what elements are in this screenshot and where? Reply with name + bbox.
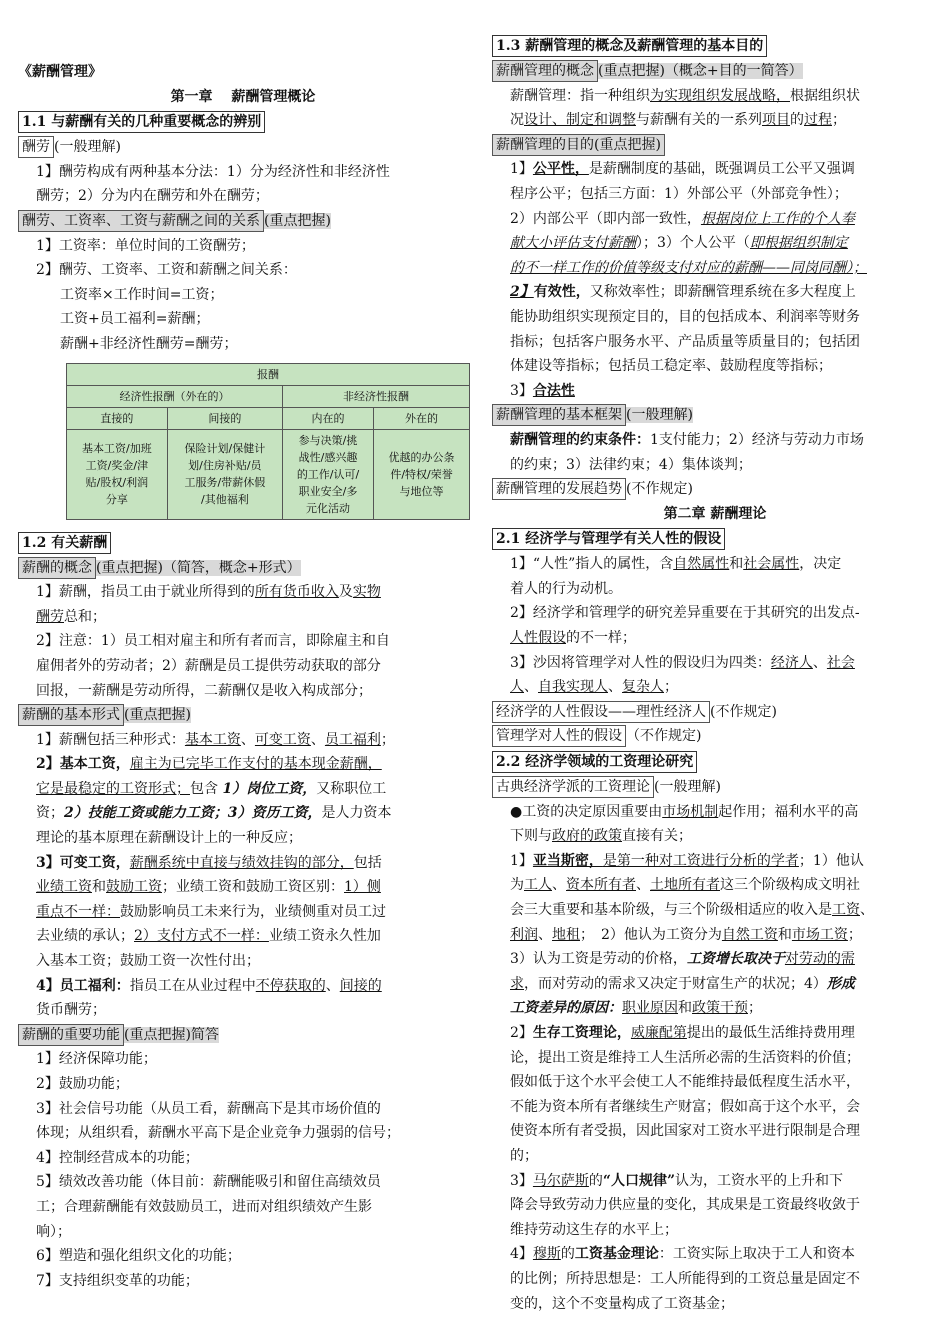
para-line: 1】酬劳构成有两种基本分法：1）分为经济性和非经济性 [36,163,390,180]
para-line: 雇佣者外的劳动者；2）薪酬是员工提供劳动获取的部分 [36,657,381,674]
para-line: 1】薪酬，指员工由于就业所得到的所有货币收入及实物 [36,584,381,601]
para-line: 资；2）技能工资或能力工资；3）资历工资，是人力资本 [36,805,392,822]
para-line: 2】有效性，又称效率性；即薪酬管理系统在多大程度上 [510,284,856,301]
para-line: 2】酬劳、工资率、工资和薪酬之间关系： [36,262,297,279]
trend-note: (不作规定) [626,481,693,498]
list-item: 工；合理薪酬能有效鼓励员工，进而对组织绩效产生影 [36,1198,372,1215]
list-item: 6】塑造和强化组织文化的功能； [36,1248,241,1265]
para-line: 3】沙因将管理学对人性的假设归为四类：经济人、社会 [510,654,855,671]
para-line: 1】公平性，是薪酬制度的基础，既强调员工公平又强调 [510,161,855,178]
para-line: 理论的基本原理在薪酬设计上的一种反应； [36,830,302,847]
formula-line: 工资+员工福利=薪酬； [60,311,210,328]
relation-label: 酬劳、工资率、工资与薪酬之间的关系 [18,210,264,232]
para-line: 能协助组织实现预定目的，目的包括成本、利润率等财务 [510,308,860,325]
section-1-1-heading: 1.1 与薪酬有关的几种重要概念的辨别 [18,111,265,133]
section-2-2-heading: 2.2 经济学领域的工资理论研究 [492,751,697,773]
para-line: 2）内部公平（即内部一致性，根据岗位上工作的个人奉 [510,210,855,227]
list-item: 1】经济保障功能； [36,1051,157,1068]
para-line: 求，而对劳动的需求又决定于财富生产的状况；4）形成 [510,975,855,992]
para-line: 回报，一薪酬是劳动所得，二薪酬仅是收入构成部分； [36,682,372,699]
para-line: 去业绩的承认；2）支付方式不一样：业绩工资永久性加 [36,928,381,945]
para-line: 献大小评估支付薪酬）；3）个人公平（即根据组织制定 [510,235,848,252]
para-line: 使资本所有者受损，因此国家对工资水平进行限制是合理 [510,1123,860,1140]
para-line: 1】工资率：单位时间的工资酬劳； [36,237,255,254]
para-line: 酬劳总和； [36,608,106,625]
table-cell: 参与决策/挑 战性/感兴趣 的工作/认可/ 职业安全/多 元化活动 [282,429,373,519]
mgmt-concept-note: (重点把握)（概念+目的一简答） [598,63,803,79]
econ-hypothesis-label: 经济学的人性假设——理性经济人 [492,701,710,723]
para-line: 2】经济学和管理学的研究差异重要在于其研究的出发点- [510,605,860,622]
para-line: 工资差异的原因：职业原因和政策干预； [510,1000,762,1017]
table-header: 报酬 [67,363,470,385]
right-column [492,33,938,1316]
para-line: 人性假设的不一样； [510,630,636,647]
table-group-economic: 经济性报酬（外在的） [67,385,283,407]
trend-label: 薪酬管理的发展趋势 [492,478,626,500]
para-line: 不能为资本所有者继续生产财富；假如高于这个水平，会 [510,1098,860,1115]
list-item: 4】控制经营成本的功能； [36,1149,199,1166]
list-item: 体现；从组织看，薪酬水平高下是企业竞争力强弱的信号； [36,1125,400,1142]
para-line: 2】注意：1）员工相对雇主和所有者而言，即除雇主和自 [36,633,390,650]
para-line: 重点不一样：鼓励影响员工未来行为，业绩侧重对员工过 [36,903,386,920]
mgmt-hypothesis-label: 管理学对人性的假设 [492,725,626,747]
para-line: 业绩工资和鼓励工资；业绩工资和鼓励工资区别：1）侧 [36,879,381,896]
para-line: 4】员工福利：指员工在从业过程中不停获取的、间接的 [36,977,382,994]
form-label: 薪酬的基本形式 [18,704,124,726]
left-column [18,60,468,1293]
classic-theory-note: (一般理解) [654,779,721,796]
chapter-1-title: 第一章 薪酬管理概论 [170,88,316,105]
table-subheader: 外在的 [374,407,470,429]
para-line: 酬劳；2）分为内在酬劳和外在酬劳； [36,188,269,205]
para-line: 假如低于这个水平会使工人不能维持最低程度生活水平， [510,1074,860,1091]
para-line: 4】穆斯的工资基金理论：工资实际上取决于工人和资本 [510,1246,855,1263]
list-item: 2】鼓励功能； [36,1076,129,1092]
para-line: 薪酬管理：指一种组织为实现组织发展战略，根据组织状 [510,87,860,104]
function-label: 薪酬的重要功能 [18,1024,124,1046]
para-line: 的约束；3）法律约束；4）集体谈判； [510,456,752,473]
para-line: 着人的行为动机。 [510,580,622,597]
para-line: 的比例；所持思想是：工人所能得到的工资总量是固定不 [510,1270,860,1287]
chapter-2-title: 第二章 薪酬理论 [663,505,767,522]
concept-note: (重点把握)（简答，概念+形式） [96,559,301,576]
relation-note: (重点把握) [264,212,331,229]
function-note: (重点把握)简答 [124,1026,219,1043]
table-subheader: 间接的 [167,407,282,429]
mgmt-hypothesis-note: （不作规定) [626,728,702,745]
para-line: 利润、地租； 2）他认为工资分为自然工资和市场工资； [510,926,862,943]
section-1-3-heading: 1.3 薪酬管理的概念及薪酬管理的基本目的 [492,35,767,57]
formula-line: 薪酬+非经济性酬劳=酬劳； [60,335,238,352]
list-item: 3】社会信号功能（从员工看，薪酬高下是其市场价值的 [36,1100,381,1117]
para-line: 人、自我实现人、复杂人； [510,679,678,696]
framework-label: 薪酬管理的基本框架 [492,404,626,426]
table-subheader: 内在的 [282,407,373,429]
goal-label: 薪酬管理的目的(重点把握) [492,134,665,156]
para-line: 体建设等指标；包括员工稳定率、鼓励程度等指标； [510,358,832,375]
formula-line: 工资率×工作时间=工资； [60,286,224,303]
section-1-2-heading: 1.2 有关薪酬 [18,532,111,554]
table-group-noneconomic: 非经济性报酬 [282,385,469,407]
para-line: 它是最稳定的工资形式；包含 1）岗位工资，又称职位工 [36,780,387,797]
para-line: 1】亚当斯密，是第一种对工资进行分析的学者；1）他认 [510,852,864,869]
econ-hypothesis-note: (不作规定) [710,703,777,720]
para-line: 程序公平；包括三方面：1）外部公平（外部竞争性）； [510,185,848,202]
para-line: 货币酬劳； [36,1002,106,1019]
para-line: 2】生存工资理论，威廉配第提出的最低生活维持费用理 [510,1024,855,1041]
classic-theory-label: 古典经济学派的工资理论 [492,776,654,798]
list-item: 7】支持组织变革的功能； [36,1272,199,1289]
mgmt-concept-label: 薪酬管理的概念 [492,60,598,82]
pay-label: 酬劳 [18,136,54,158]
para-line: 1】“人性”指人的属性，含自然属性和社会属性，决定 [510,556,842,573]
list-item: 5】绩效改善功能（体目前：薪酬能吸引和留住高绩效员 [36,1174,381,1191]
para-line: 变的，这个不变量构成了工资基金； [510,1295,734,1312]
para-line: 会三大重要和基本阶级，与三个阶级相适应的收入是工资、 [510,902,874,918]
para-line: 为工人、资本所有者、土地所有者这三个阶级构成文明社 [510,877,860,894]
framework-note: (一般理解) [626,407,693,424]
pay-note: (一般理解) [54,139,121,156]
para-line: 的； [510,1147,538,1164]
para-line: 指标；包括客户服务水平、产品质量等质量目的；包括团 [510,333,860,350]
para-line: 2】基本工资，雇主为已完毕工作支付的基本现金薪酬， [36,756,382,773]
concept-label: 薪酬的概念 [18,557,96,579]
para-line: 3】马尔萨斯的“人口规律”认为，工资水平的上升和下 [510,1172,844,1189]
list-item: 响）； [36,1223,71,1240]
para-line: 3】可变工资，薪酬系统中直接与绩效挂钩的部分，包括 [36,854,382,871]
para-line: 1】薪酬包括三种形式：基本工资、可变工资、员工福利； [36,731,395,748]
form-note: (重点把握) [124,707,191,724]
para-line: 维持劳动这生存的水平上； [510,1221,678,1238]
para-line: ●工资的决定原因重要由市场机制起作用；福利水平的高 [510,803,859,820]
table-cell: 保险计划/保健计 划/住房补贴/员 工服务/带薪休假 /其他福利 [167,429,282,519]
table-cell: 优越的办公条 件/特权/荣誉 与地位等 [374,429,470,519]
para-line: 降会导致劳动力供应量的变化，其成果是工资最终收敛于 [510,1197,860,1214]
doc-title: 《薪酬管理》 [18,64,102,80]
table-subheader: 直接的 [67,407,168,429]
para-line: 况设计、制定和调整与薪酬有关的一系列项目的过程； [510,112,846,129]
para-line: 的不一样工作的价值等级支付对应的薪酬——同岗同酬）； [510,259,867,276]
table-cell: 基本工资/加班 工资/奖金/津 贴/股权/利润 分享 [67,429,168,519]
para-line: 论，提出工资是维持工人生活所必需的生活资料的价值； [510,1049,860,1066]
para-line: 薪酬管理的约束条件：1支付能力；2）经济与劳动力市场 [510,431,864,448]
section-2-1-heading: 2.1 经济学与管理学有关人性的假设 [492,528,725,550]
para-line: 入基本工资；鼓励工资一次性付出； [36,953,260,970]
para-line: 3）认为工资是劳动的价格，工资增长取决于对劳动的需 [510,951,855,968]
para-line: 3】合法性 [510,382,575,399]
para-line: 下则与政府的政策直接有关； [510,828,692,845]
compensation-table [66,363,470,520]
